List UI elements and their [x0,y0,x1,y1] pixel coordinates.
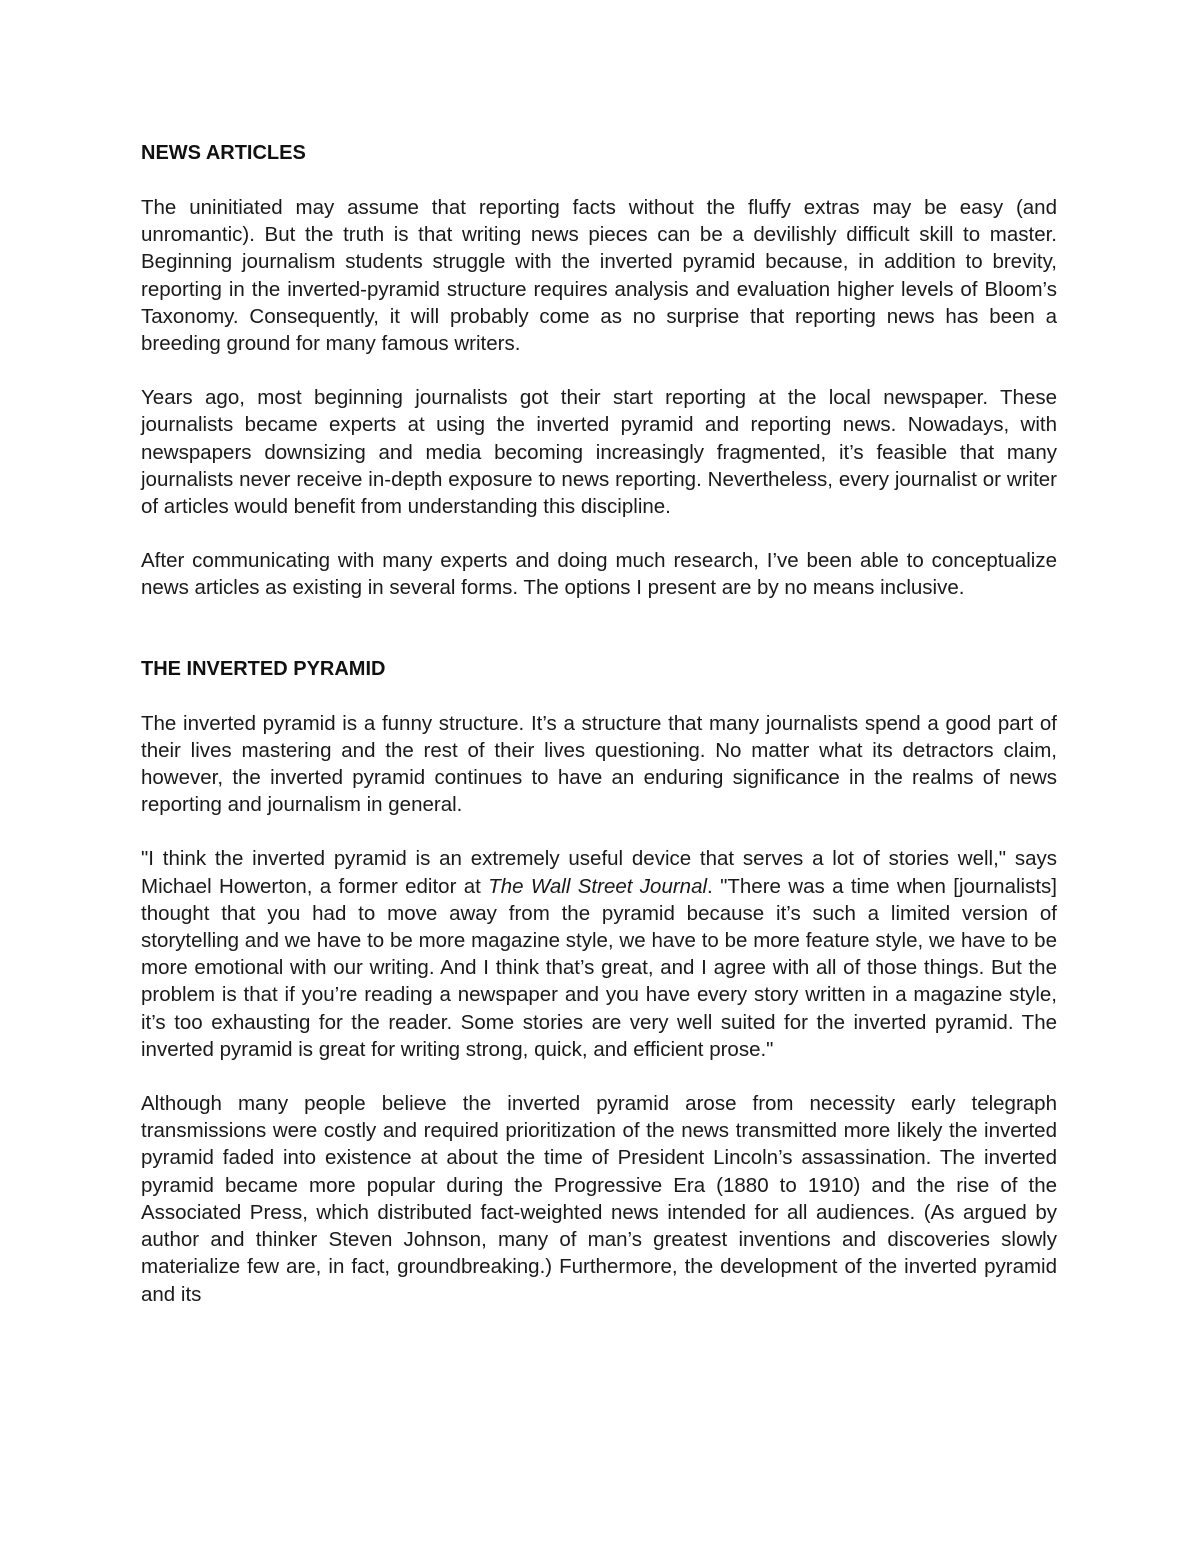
paragraph: After communicating with many experts and doing much research, I’ve been able to conceptualize news articles as existing in several forms. The options I present are by no means inclusive. [141,549,1057,600]
paragraph: Although many people believe the inverted pyramid arose from necessity early telegraph transmissions were costly and required prioritization of the news transmitted more likely the inverted pyramid faded into existence at about the time of President Lincoln’s assassination. The inverted pyramid became more popular during the Progressive Era (1880 to 1910) and the rise of the Associated Press, which distributed fact-weighted news intended for all audiences. (As argued by author and thinker Steven Johnson, many of man’s greatest inventions and discoveries slowly materialize few are, in fact, groundbreaking.) Furthermore, the development of the inverted pyramid and its [141,1092,1057,1306]
paragraph: The uninitiated may assume that reporting facts without the fluffy extras may be easy (and unromantic). But the truth is that writing news pieces can be a devilishly difficult skill to master. Beginning journalism students struggle with the inverted pyramid because, in addition to brevity, reporting in the inverted-pyramid structure requires analysis and evaluation higher levels of Bloom’s Taxonomy. Consequently, it will probably come as no surprise that reporting news has been a breeding ground for many famous writers. [141,196,1057,356]
section-heading-news-articles: NEWS ARTICLES [141,142,306,164]
paragraph: Years ago, most beginning journalists got their start reporting at the local newspaper. These journalists became experts at using the inverted pyramid and reporting news. Nowadays, with newspapers downsizing and media becoming increasingly fragmented, it’s feasible that many journalists never receive in-depth exposure to news reporting. Nevertheless, every journalist or writer of articles would benefit from understanding this discipline. [141,386,1057,519]
document-page [141,140,1057,1308]
quote-text-before: "I think the inverted pyramid is an extremely useful device that serves a lot of stories well," says Michael Howerton, a former editor at [141,847,1057,898]
paragraph: The inverted pyramid is a funny structure. It’s a structure that many journalists spend a good part of their lives mastering and the rest of their lives questioning. No matter what its detractors claim, however, the inverted pyramid continues to have an enduring significance in the realms of news reporting and journalism in general. [141,711,1057,817]
section-heading-inverted-pyramid: THE INVERTED PYRAMID [141,657,386,680]
quote-paragraph [141,845,1057,1063]
quote-text-after: . "There was a time when [journalists] thought that you had to move away from the pyramid because it’s such a limited version of storytelling and we have to be more magazine style, we have to be more feature style, we have to be more emotional with our writing. And I think that’s great, and I agree with all of those things. But the problem is that if you’re reading a newspaper and you have every story written in a magazine style, it’s too exhausting for the reader. Some stories are very well suited for the inverted pyramid. The inverted pyramid is great for writing strong, quick, and efficient prose." [141,874,1057,1061]
publication-title: The Wall Street Journal [488,874,708,898]
